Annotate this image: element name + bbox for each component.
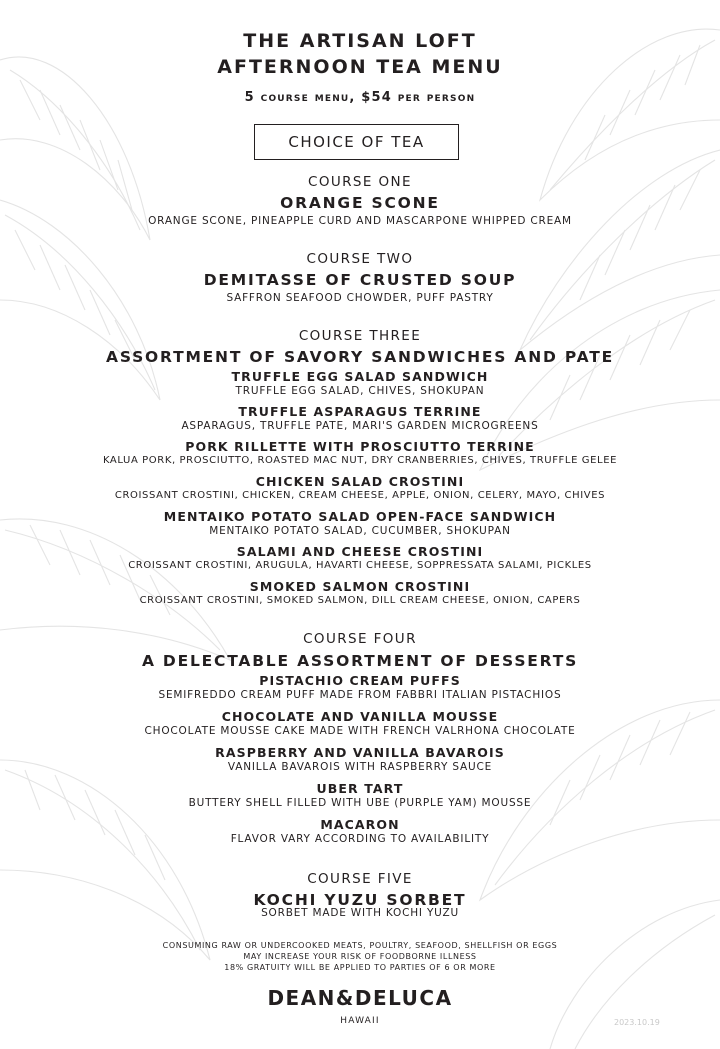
menu-item-name: UBER TART (316, 781, 404, 796)
brand-logo: DEAN&DELUCA (267, 986, 453, 1010)
course-five-label: COURSE FIVE (307, 871, 413, 887)
venue-title: THE ARTISAN LOFT (243, 30, 477, 52)
menu-item-description: MENTAIKO POTATO SALAD, CUCUMBER, SHOKUPAN (209, 525, 511, 537)
price-line: 5 course menu, $54 per person (244, 90, 476, 105)
menu-item-name: TRUFFLE EGG SALAD SANDWICH (231, 369, 489, 384)
menu-item-description: VANILLA BAVAROIS WITH RASPBERRY SAUCE (227, 761, 493, 773)
menu-item-description: CROISSANT CROSTINI, SMOKED SALMON, DILL CREAM CHEESE, ONION, CAPERS (139, 595, 581, 606)
menu-item-description: CHOCOLATE MOUSSE CAKE MADE WITH FRENCH VALRHONA CHOCOLATE (144, 725, 576, 737)
course-five-dish: KOCHI YUZU SORBET (253, 891, 467, 909)
menu-item-name: TRUFFLE ASPARAGUS TERRINE (238, 404, 482, 419)
course-two-dish: DEMITASSE OF CRUSTED SOUP (203, 271, 517, 289)
course-three-dish: ASSORTMENT OF SAVORY SANDWICHES AND PATE (106, 348, 614, 366)
tea-choice-box (254, 124, 459, 160)
menu-item-description: TRUFFLE EGG SALAD, CHIVES, SHOKUPAN (235, 385, 485, 397)
menu-item-name: MENTAIKO POTATO SALAD OPEN-FACE SANDWICH (163, 509, 557, 524)
menu-item-name: PISTACHIO CREAM PUFFS (259, 673, 461, 688)
gratuity-notice: 18% GRATUITY WILL BE APPLIED TO PARTIES OF 6 OR MORE (224, 963, 496, 972)
menu-item-name: SMOKED SALMON CROSTINI (249, 579, 471, 594)
allergy-notice: CONSUMING RAW OR UNDERCOOKED MEATS, POULTRY, SEAFOOD, SHELLFISH OR EGGS (162, 941, 558, 950)
course-four-dish: A DELECTABLE ASSORTMENT OF DESSERTS (141, 652, 579, 670)
menu-item-description: ASPARAGUS, TRUFFLE PATE, MARI'S GARDEN MICROGREENS (181, 420, 539, 432)
menu-title: AFTERNOON TEA MENU (217, 56, 503, 78)
menu-item-name: CHICKEN SALAD CROSTINI (255, 474, 465, 489)
course-two-label: COURSE TWO (306, 251, 414, 267)
menu-item-name: CHOCOLATE AND VANILLA MOUSSE (221, 709, 499, 724)
menu-item-name: MACARON (320, 817, 400, 832)
course-one-dish: ORANGE SCONE (280, 194, 440, 212)
menu-item-name: RASPBERRY AND VANILLA BAVAROIS (215, 745, 505, 760)
menu-item-description: CROISSANT CROSTINI, ARUGULA, HAVARTI CHEESE, SOPPRESSATA SALAMI, PICKLES (128, 560, 592, 571)
menu-item-description: BUTTERY SHELL FILLED WITH UBE (PURPLE YAM) MOUSSE (188, 797, 532, 809)
menu-item-description: KALUA PORK, PROSCIUTTO, ROASTED MAC NUT, DRY CRANBERRIES, CHIVES, TRUFFLE GELEE (102, 455, 618, 466)
course-two-description: SAFFRON SEAFOOD CHOWDER, PUFF PASTRY (226, 292, 494, 304)
course-four-label: COURSE FOUR (303, 631, 417, 647)
course-five-description: SORBET MADE WITH KOCHI YUZU (261, 907, 459, 919)
menu-item-name: SALAMI AND CHEESE CROSTINI (236, 544, 484, 559)
menu-item-description: FLAVOR VARY ACCORDING TO AVAILABILITY (230, 833, 490, 845)
menu-item-description: CROISSANT CROSTINI, CHICKEN, CREAM CHEESE, APPLE, ONION, CELERY, MAYO, CHIVES (114, 490, 606, 501)
course-one-label: COURSE ONE (308, 174, 412, 190)
tea-choice-label: CHOICE OF TEA (288, 133, 425, 151)
course-three-label: COURSE THREE (298, 328, 422, 344)
menu-item-name: PORK RILLETTE WITH PROSCIUTTO TERRINE (185, 439, 535, 454)
allergy-notice: MAY INCREASE YOUR RISK OF FOODBORNE ILLNESS (243, 952, 477, 961)
print-date: 2023.10.19 (614, 1018, 660, 1027)
course-one-description: ORANGE SCONE, PINEAPPLE CURD AND MASCARPONE WHIPPED CREAM (148, 215, 572, 227)
brand-location: HAWAII (340, 1016, 380, 1026)
menu-item-description: SEMIFREDDO CREAM PUFF MADE FROM FABBRI ITALIAN PISTACHIOS (158, 689, 562, 701)
